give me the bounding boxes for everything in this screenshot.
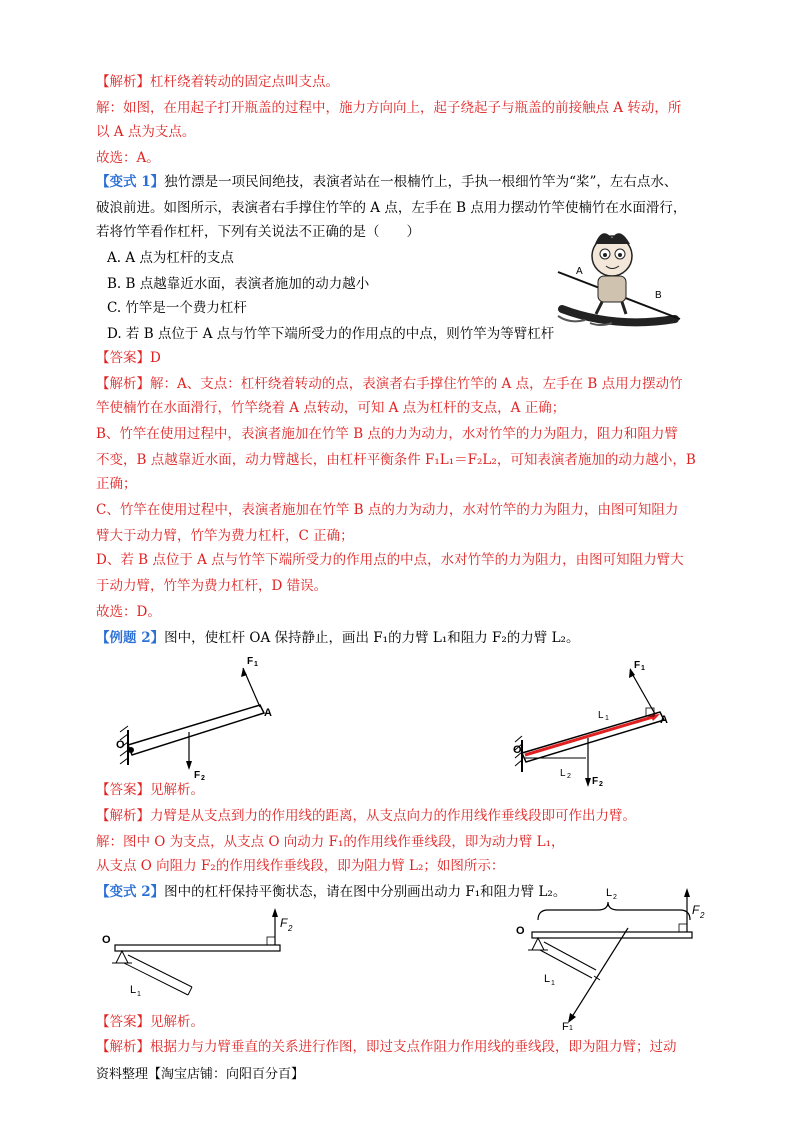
label-a: A — [660, 714, 668, 726]
label-f2-sub: 2 — [201, 775, 205, 780]
analysis-line: 竿使楠竹在水面滑行，竹竿绕着 A 点转动，可知 A 点为杠杆的支点，A 正确； — [96, 400, 566, 416]
analysis-line: 【解析】力臂是从支点到力的作用线的距离，从支点向力的作用线作垂线段即可作出力臂。 — [96, 808, 636, 824]
label-f1-sub: 1 — [569, 1025, 573, 1030]
analysis-line: C、竹竿在使用过程中，表演者施加在竹竿 B 点的力为动力，水对竹竿的力为阻力，由图可知阻力 — [96, 502, 679, 518]
label-o: O — [102, 934, 111, 946]
label-f2-sub: 2 — [599, 781, 603, 788]
analysis-line: 不变，B 点越靠近水面，动力臂越长，由杠杆平衡条件 F₁L₁＝F₂L₂，可知表演者施加的动力越小，B — [96, 452, 696, 468]
answer-line: 【答案】见解析。 — [96, 1014, 204, 1030]
label-l1-sub: 1 — [137, 991, 141, 998]
analysis-line: 于动力臂，竹竿为费力杠杆，D 错误。 — [96, 578, 328, 594]
label-f2-sub: 2 — [288, 924, 293, 933]
analysis-line: 【解析】解：A、支点：杠杆绕着转动的点，表演者右手撑住竹竿的 A 点，左手在 B 点用力摆动竹 — [96, 376, 683, 392]
question-line: 若将竹竿看作杠杆，下列有关说法不正确的是（ ） — [96, 224, 420, 240]
question-line: 【例题 2】图中，使杠杆 OA 保持静止，画出 F₁的力臂 L₁和阻力 F₂的力臂 L₂。 — [96, 630, 580, 646]
analysis-line: 臂大于动力臂，竹竿为费力杠杆，C 正确； — [96, 528, 354, 544]
label-l1: L — [544, 973, 551, 985]
answer-line: 【答案】见解析。 — [96, 782, 204, 798]
option-a: A. A 点为杠杆的支点 — [107, 250, 234, 266]
point-b-label: B — [655, 290, 662, 301]
label-f2-sub: 2 — [700, 911, 705, 920]
question-line: 【变式 1】独竹漂是一项民间绝技，表演者站在一根楠竹上，手执一根细竹竿为“桨”，左右点水、 — [96, 174, 678, 190]
label-f1: F — [562, 1021, 569, 1030]
label-f1-sub: 1 — [641, 665, 645, 672]
label-f2: F — [592, 776, 599, 787]
label-f2: F — [194, 770, 201, 780]
point-a-label: A — [576, 266, 583, 277]
label-f2: F — [280, 916, 288, 930]
option-b: B. B 点越靠近水面，表演者施加的动力越小 — [107, 276, 370, 292]
analysis-line: 【解析】根据力与力臂垂直的关系进行作图，即过支点作阻力作用线的垂线段，即为阻力臂；过动 — [96, 1039, 677, 1055]
label-l2-sub: 2 — [567, 773, 571, 780]
analysis-line: D、若 B 点位于 A 点与竹竿下端所受力的作用点的中点，水对竹竿的力为阻力，由图可知阻力臂大 — [96, 552, 684, 568]
label-l2: L — [606, 887, 613, 899]
label-l2: L — [560, 768, 566, 779]
lever-figure-answer — [510, 650, 690, 790]
analysis-line: 【解析】杠杆绕着转动的固定点叫支点。 — [96, 74, 339, 90]
select-line: 故选：A。 — [96, 150, 160, 166]
lever-figure-question — [110, 650, 290, 780]
label-a: A — [264, 707, 272, 719]
label-o: O — [116, 739, 125, 751]
select-line: 故选：D。 — [96, 604, 161, 620]
lever-figure-answer-2 — [510, 880, 730, 1030]
label-f1: F — [247, 656, 254, 667]
label-l1-sub: 1 — [551, 980, 555, 987]
question-line: 破浪前进。如图所示，表演者右手撑住竹竿的 A 点，左手在 B 点用力摆动竹竿使楠竹在水面滑行， — [96, 200, 687, 216]
bamboo-rafting-figure — [540, 224, 690, 334]
footer-source: 资料整理【淘宝店铺：向阳百分百】 — [96, 1067, 305, 1082]
label-f1-sub: 1 — [254, 661, 258, 668]
answer-line: 【答案】D — [96, 350, 161, 366]
label-l2-sub: 2 — [613, 894, 617, 901]
option-d: D. 若 B 点位于 A 点与竹竿下端所受力的作用点的中点，则竹竿为等臂杠杆 — [107, 326, 555, 342]
analysis-line: B、竹竿在使用过程中，表演者施加在竹竿 B 点的力为动力，水对竹竿的力为阻力，阻力和阻力臂 — [96, 426, 678, 442]
label-o: O — [516, 925, 525, 937]
option-c: C. 竹竿是一个费力杠杆 — [107, 300, 247, 316]
label-f1: F — [634, 660, 641, 671]
solution-line: 以 A 点为支点。 — [96, 124, 196, 140]
label-o: O — [513, 744, 522, 756]
label-f2: F — [692, 903, 700, 917]
label-l1: L — [130, 984, 137, 996]
solution-line: 解：图中 O 为支点，从支点 O 向动力 F₁的作用线作垂线段，即为动力臂 L₁， — [96, 834, 565, 850]
question-line: 【变式 2】图中的杠杆保持平衡状态，请在图中分别画出动力 F₁和阻力臂 L₂。 — [96, 884, 567, 900]
solution-line: 解：如图，在用起子打开瓶盖的过程中，施力方向向上，起子绕起子与瓶盖的前接触点 A 转动，所 — [96, 100, 682, 116]
analysis-line: 正确； — [96, 476, 137, 492]
label-l1: L — [598, 710, 604, 721]
label-l1-sub: 1 — [605, 715, 609, 722]
lever-figure-question-2 — [100, 905, 310, 1010]
solution-line: 从支点 O 向阻力 F₂的作用线作垂线段，即为阻力臂 L₂；如图所示： — [96, 858, 505, 874]
